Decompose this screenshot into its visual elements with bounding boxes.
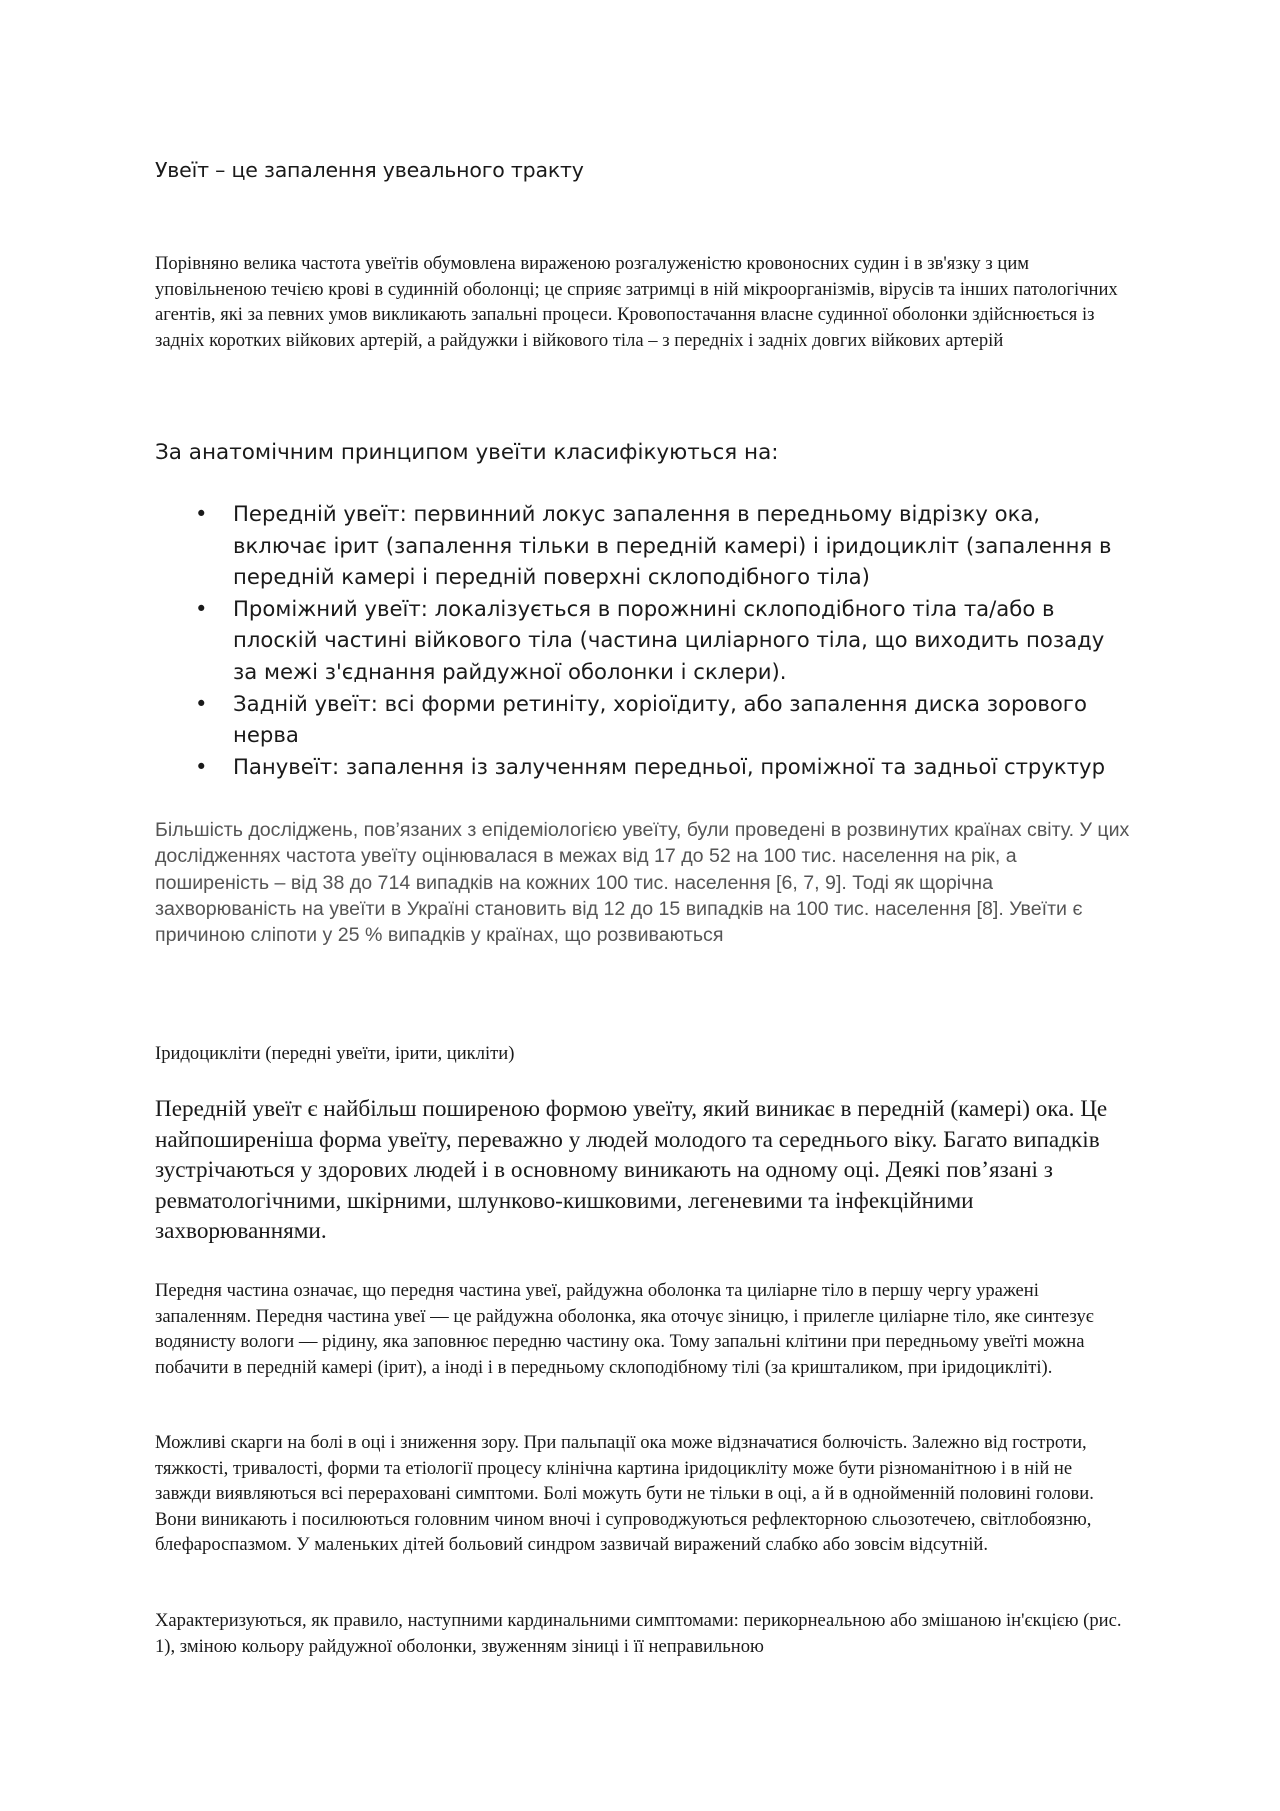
anterior-part-paragraph: Передня частина означає, що передня частина увеї, райдужна оболонка та циліарне тіло в першу чергу уражені запаленням. Передня частина увеї — це райдужна оболонка, яка оточує зіницю, і прилегле циліарне тіло, яке синтезує водянисту вологи — рідину, яка заповнює передню частину ока. Тому запальні клітини при передньому увеїті можна побачити в передній камері (ірит), а іноді і в передньому склоподібному тілі (за кришталиком, при іридоцикліті). [155, 1280, 1094, 1378]
list-item-text: Задній увеїт: всі форми ретиніту, хоріоїдиту, або запалення диска зорового нерва [233, 690, 1087, 748]
bullet-icon: • [195, 595, 208, 621]
classification-heading: За анатомічним принципом увеїти класифікуються на: [155, 440, 779, 465]
anterior-uveitis-paragraph: Передній увеїт є найбільш поширеною формою увеїту, який виникає в передній (камері) ока. Це найпоширеніша форма увеїту, переважно у людей молодого та середнього віку. Багато випадків зустрічаються у здорових людей і в основному виникають на одному оці. Деякі пов’язані з ревматологічними, шкірними, шлунково-кишковими, легеневими та інфекційними захворюваннями. [155, 1096, 1108, 1244]
complaints-paragraph: Можливі скарги на болі в оці і зниження зору. При пальпації ока може відзначатися болючість. Залежно від гостроти, тяжкості, тривалості, форми та етіології процесу клінічна картина іридоцикліту може бути різноманітною і в ній не завжди виявляються всі перераховані симптоми. Болі можуть бути не тільки в оці, а й в однойменній половині голови. Вони виникають і посилюються головним чином вночі і супроводжуються рефлекторною сльозотечею, світлобоязню, блефароспазмом. У маленьких дітей больовий синдром зазвичай виражений слабко або зовсім відсутній. [155, 1432, 1094, 1555]
list-item [155, 688, 1130, 751]
bullet-icon: • [195, 501, 208, 526]
list-item-text: Панувеїт: запалення із залученням передньої, проміжної та задньої структур [233, 753, 1106, 779]
symptoms-paragraph: Характеризуються, як правило, наступними кардинальними симптомами: перикорнеальною або змішаною ін'єкцією (рис. 1), зміною кольору райдужної оболонки, звуженням зіниці і її неправильною [155, 1610, 1122, 1657]
list-item [155, 593, 1130, 688]
list-item-text: Проміжний увеїт: локалізується в порожнині склоподібного тіла та/або в плоскій частині війкового тіла (частина циліарного тіла, що виходить позаду за межі з'єднання райдужної оболонки і склери). [233, 595, 1105, 684]
bullet-icon: • [195, 753, 208, 779]
heading-uveitis: Увеїт – це запалення увеального тракту [155, 158, 584, 182]
list-item-text: Передній увеїт: первинний локус запалення в передньому відрізку ока, включає ірит (запалення тільки в передній камері) і іридоцикліт (запалення в передній камері і передній поверхні склоподібного тіла) [233, 501, 1112, 590]
epidemiology-paragraph: Більшість досліджень, пов’язаних з епідеміологією увеїту, були проведені в розвинутих країнах світу. У цих дослідженнях частота увеїту оцінювалася в межах від 17 до 52 на 100 тис. населення на рік, а поширеність – від 38 до 714 випадків на кожних 100 тис. населення [6, 7, 9]. Тоді як щорічна захворюваність на увеїти в Україні становить від 12 до 15 випадків на 100 тис. населення [8]. Увеїти є причиною сліпоти у 25 % випадків у країнах, що розвиваються [155, 819, 1130, 947]
classification-list [155, 498, 1130, 782]
bullet-icon: • [195, 690, 208, 716]
list-item [155, 751, 1130, 783]
list-item [155, 498, 1130, 593]
iridocyclitis-heading: Іридоцикліти (передні увеїти, ірити, цикліти) [155, 1043, 515, 1064]
intro-paragraph: Порівняно велика частота увеїтів обумовлена вираженою розгалуженістю кровоносних судин і в зв'язку з цим уповільненою течією крові в судинній оболонці; це сприяє затримці в ній мікроорганізмів, вірусів та інших патологічних агентів, які за певних умов викликають запальні процеси. Кровопостачання власне судинної оболонки здійснюється із задніх коротких війкових артерій, а райдужки і війкового тіла – з передніх і задніх довгих війкових артерій [155, 253, 1118, 351]
